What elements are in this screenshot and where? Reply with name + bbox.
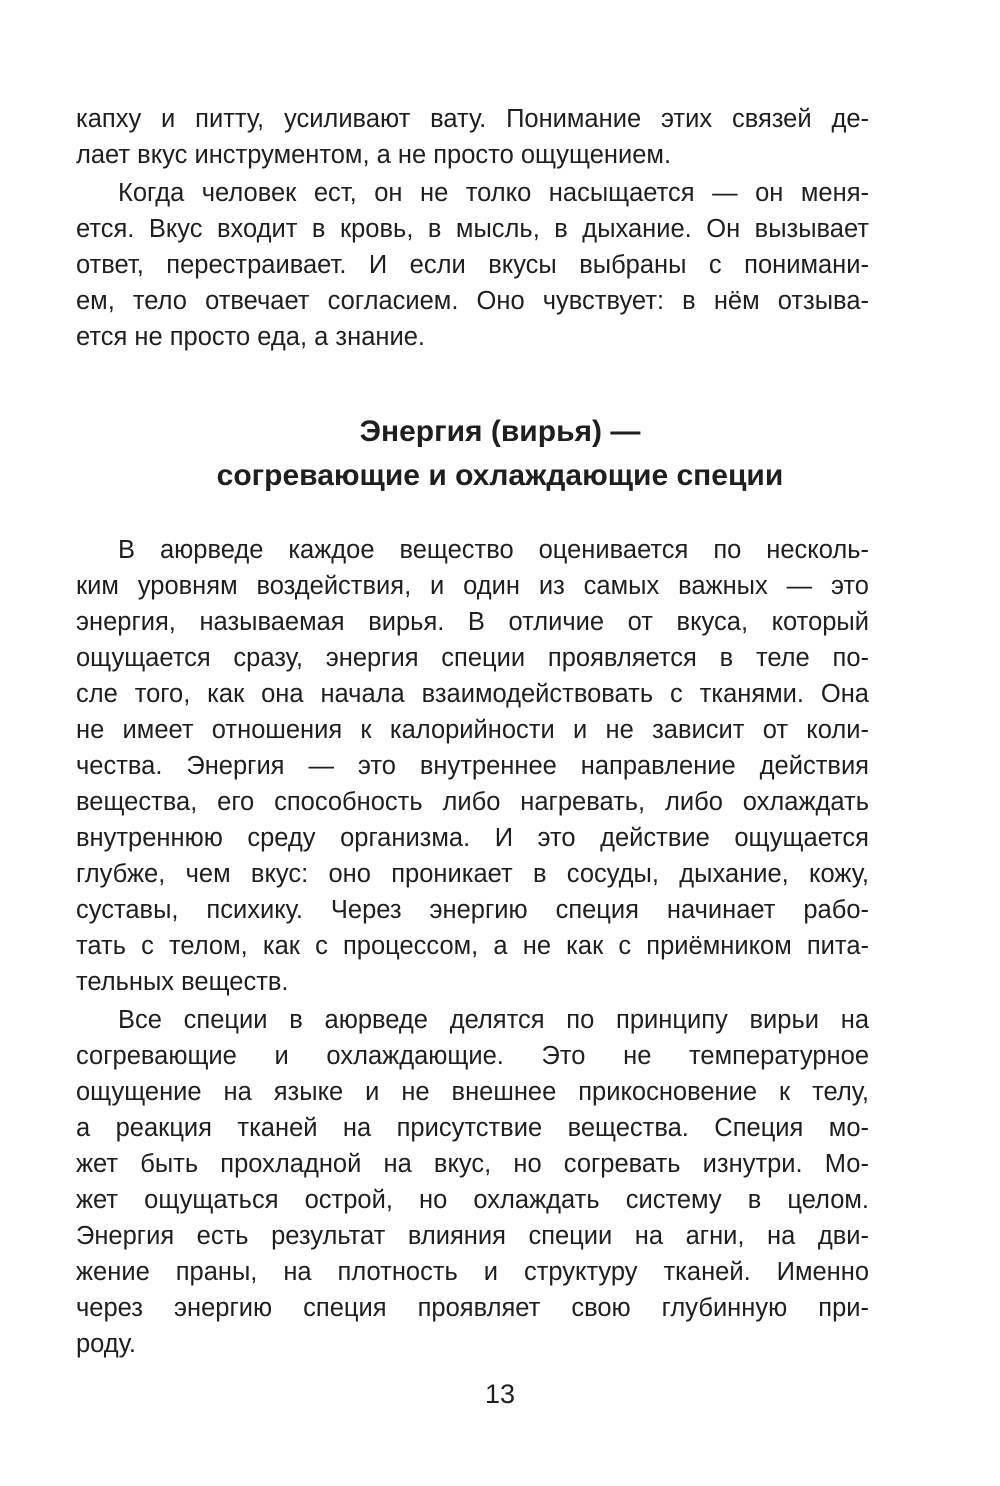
paragraph-line: ощущение на языке и не внешнее прикосновение к телу, — [76, 1078, 869, 1106]
paragraph-line: Когда человек ест, он не толко насыщается — он меня- — [118, 179, 869, 207]
paragraph-line: жет быть прохладной на вкус, но согревать изнутри. Мо- — [76, 1150, 869, 1178]
paragraph-line: ется не просто еда, а знание. — [76, 323, 425, 351]
paragraph-line: ем, тело отвечает согласием. Оно чувствует: в нём отзыва- — [76, 287, 869, 315]
paragraph-line: внутреннюю среду организма. И это действие ощущается — [76, 824, 869, 852]
paragraph-line: тать с телом, как с процессом, а не как с приёмником пита- — [76, 932, 869, 960]
paragraph-line: тельных веществ. — [76, 968, 289, 996]
paragraph-line: лает вкус инструментом, а не просто ощущением. — [76, 141, 672, 169]
paragraph-line: жет ощущаться острой, но охлаждать систему в целом. — [76, 1186, 869, 1214]
paragraph-line: глубже, чем вкус: оно проникает в сосуды, дыхание, кожу, — [76, 860, 869, 888]
paragraph-line: согревающие и охлаждающие. Это не температурное — [76, 1042, 869, 1070]
paragraph-line: через энергию специя проявляет свою глубинную при- — [76, 1294, 869, 1322]
paragraph-line: энергия, называемая вирья. В отличие от вкуса, который — [76, 608, 869, 636]
paragraph-line: вещества, его способность либо нагревать, либо охлаждать — [76, 788, 869, 816]
paragraph-line: а реакция тканей на присутствие вещества. Специя мо- — [76, 1114, 869, 1142]
section-heading-line-2: согревающие и охлаждающие специи — [216, 459, 784, 492]
paragraph-line: В аюрведе каждое вещество оценивается по несколь- — [118, 536, 869, 564]
paragraph-line: не имеет отношения к калорийности и не зависит от коли- — [76, 716, 869, 744]
paragraph-line: капху и питту, усиливают вату. Понимание этих связей де- — [76, 105, 869, 133]
page-number: 13 — [484, 1379, 516, 1409]
paragraph-line: ется. Вкус входит в кровь, в мысль, в дыхание. Он вызывает — [76, 215, 869, 243]
paragraph-line: Энергия есть результат влияния специи на агни, на дви- — [76, 1222, 869, 1250]
paragraph-line: роду. — [76, 1330, 136, 1358]
paragraph-line: ощущается сразу, энергия специи проявляется в теле по- — [76, 644, 869, 672]
paragraph-line: чества. Энергия — это внутреннее направление действия — [76, 752, 869, 780]
paragraph-line: суставы, психику. Через энергию специя начинает рабо- — [76, 896, 869, 924]
paragraph-line: сле того, как она начала взаимодействовать с тканями. Она — [76, 680, 869, 708]
paragraph-line: жение праны, на плотность и структуру тканей. Именно — [76, 1258, 869, 1286]
paragraph-line: ким уровням воздействия, и один из самых важных — это — [76, 572, 869, 600]
paragraph-line: ответ, перестраивает. И если вкусы выбраны с понимани- — [76, 251, 869, 279]
paragraph-line: Все специи в аюрведе делятся по принципу вирьи на — [118, 1006, 869, 1034]
section-heading-line-1: Энергия (вирья) — — [359, 415, 641, 448]
